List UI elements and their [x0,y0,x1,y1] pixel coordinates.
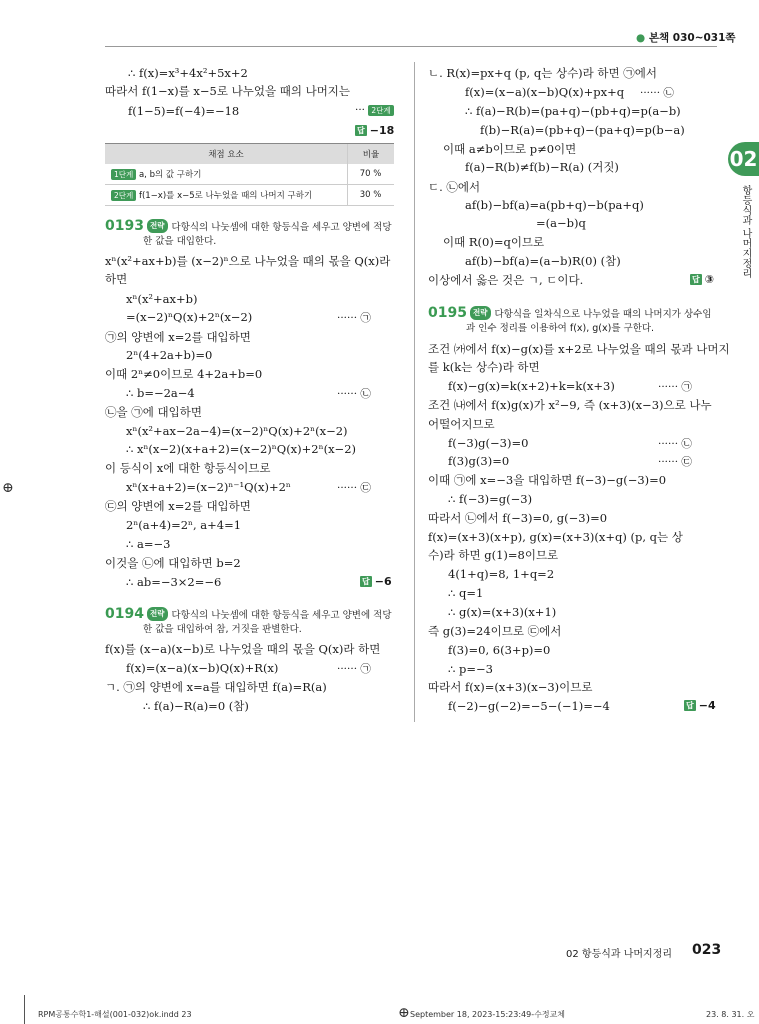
header-dot-icon: ● [636,32,646,44]
text-line: ∴ a=−3 [126,537,171,551]
text-line: f(x)−g(x)=k(x+2)+k=k(x+3) [448,379,615,393]
strategy-body: 다항식의 나눗셈에 대한 항등식을 세우고 양변에 적당한 값을 대입하여 참, 거짓을 판별한다. [143,610,392,635]
text-line: ∴ f(a)−R(b)=(pa+q)−(pb+q)=p(a−b) [465,104,681,118]
footer-file: RPM공통수학1-해설(001-032)ok.indd 23 [38,1010,192,1019]
header-section: 본책 [648,32,670,44]
text-line: ∴ b=−2a−4 [126,386,195,400]
eq-mark: ······ ㉠ [337,663,371,675]
text-line: ∴ xⁿ(x−2)(x+a+2)=(x−2)ⁿQ(x)+2ⁿ(x−2) [126,442,356,456]
text-line: 이것을 ㉡에 대입하면 b=2 [105,556,241,570]
answer-value: −4 [698,699,716,712]
step-badge: 2단계 [111,190,136,201]
text-line: ㉠의 양변에 x=2를 대입하면 [105,330,251,344]
text-line: ∴ f(−3)=g(−3) [448,492,533,506]
text-line: 조건 ㈎에서 f(x)−g(x)를 x+2로 나누었을 때의 몫과 나머지 [428,342,730,356]
question-number: 0195 [428,305,467,321]
text-line: ㉢의 양변에 x=2를 대입하면 [105,499,251,513]
eq-mark: ······ ㉡ [640,87,674,99]
answer-0195 [684,699,716,712]
text-line: 하면 [105,272,128,286]
answer-0194 [690,273,714,286]
footer-page: 023 [692,942,722,958]
strategy-text [143,219,393,249]
answer-value: −6 [374,575,392,588]
strategy-body: 다항식을 일차식으로 나누었을 때의 나머지가 상수임과 인수 정리를 이용하여 f(x), g(x)를 구한다. [466,309,712,334]
step2-mark: ··· 2단계 [355,104,394,116]
text-line: f(3)=0, 6(3+p)=0 [448,643,551,657]
score-cell [105,164,348,185]
text-line: 2ⁿ(a+4)=2ⁿ, a+4=1 [126,518,242,532]
text-line: f(a)−R(b)≠f(b)−R(a) (거짓) [465,160,619,174]
eq-mark: ······ ㉡ [658,438,692,450]
text-line: f(x)=(x−a)(x−b)Q(x)+px+q [465,85,625,99]
text-line: 이때 ㉠에 x=−3을 대입하면 f(−3)−g(−3)=0 [428,473,667,487]
score-text: f(1−x)를 x−5로 나누었을 때의 나머지 구하기 [138,191,313,201]
text-line: 4(1+q)=8, 1+q=2 [448,567,555,581]
text-line: f(3)g(3)=0 [448,454,510,468]
answer-value: ③ [704,273,715,286]
text-line: f(x)=(x+3)(x+p), g(x)=(x+3)(x+q) (p, q는 상 [428,530,683,544]
question-number: 0193 [105,218,144,234]
strategy-tag: 전략 [147,219,168,233]
text-line: f(b)−R(a)=(pb+q)−(pa+q)=p(b−a) [480,123,685,137]
header-rule [105,46,717,47]
text-line: ∴ f(x)=x³+4x²+5x+2 [128,66,248,80]
text-line: 어떨어지므로 [428,417,495,431]
text-line: =(x−2)ⁿQ(x)+2ⁿ(x−2) [126,310,253,324]
text-line: af(b)−bf(a)=(a−b)R(0) (참) [465,254,621,268]
eq-mark: ······ ㉡ [337,388,371,400]
text-line: f(x)를 (x−a)(x−b)로 나누었을 때의 몫을 Q(x)라 하면 [105,642,381,656]
answer-icon: 답 [362,577,370,586]
text-line: =(a−b)q [536,216,586,230]
text-line: 따라서 f(x)=(x+3)(x−3)이므로 [428,680,593,694]
text-line: ㄴ. R(x)=px+q (p, q는 상수)라 하면 ㉠에서 [428,66,658,80]
text-line: 이때 R(0)=q이므로 [443,235,545,249]
text-line: ∴ ab=−3×2=−6 [126,575,222,589]
scoring-table [105,143,394,206]
strategy-text [143,607,393,637]
text-line: 이때 2ⁿ≠0이므로 4+2a+b=0 [105,367,263,381]
text-line: 이때 a≠b이므로 p≠0이면 [443,142,577,156]
text-line: ㄷ. ㉡에서 [428,180,481,194]
text-line: 따라서 f(1−x)를 x−5로 나누었을 때의 나머지는 [105,84,351,98]
text-line: 이 등식이 x에 대한 항등식이므로 [105,461,271,475]
footer-chapter [566,945,672,960]
score-pct: 30 % [348,185,395,206]
text-line: xⁿ(x²+ax+b) [126,292,198,306]
answer-icon: 답 [686,701,694,710]
step-badge: 1단계 [111,169,136,180]
text-line: 따라서 ㉡에서 f(−3)=0, g(−3)=0 [428,511,608,525]
question-number: 0194 [105,606,144,622]
header-pages: 030~031쪽 [672,32,736,44]
text-line: f(−3)g(−3)=0 [448,436,529,450]
text-line: ∴ q=1 [448,586,484,600]
text-line: af(b)−bf(a)=a(pb+q)−b(pa+q) [465,198,644,212]
score-header-item: 채점 요소 [105,144,348,165]
eq-mark: ······ ㉢ [337,482,371,494]
text-line: ∴ g(x)=(x+3)(x+1) [448,605,557,619]
footer-chapter-text: 02 항등식과 나머지정리 [566,949,673,960]
eq-mark: ······ ㉢ [658,456,692,468]
answer-icon: 답 [692,275,700,284]
side-tab-number: 02 [728,142,759,176]
table-row [105,185,394,206]
eq-mark: ······ ㉠ [337,312,371,324]
text-line: 수)라 하면 g(1)=8이므로 [428,548,559,562]
answer-value: −18 [369,124,395,137]
answer-0192 [355,124,394,137]
footer-timestamp: September 18, 2023-15:23:49-수정교체 [410,1010,566,1019]
footer-date: 23. 8. 31. 오 [706,1010,755,1019]
side-tab-title: 항등식과 나머지정리 [740,185,751,279]
registration-mark-icon: ⊕ [398,1005,410,1021]
text-line: 이상에서 옳은 것은 ㄱ, ㄷ이다. [428,273,584,287]
score-header-ratio: 비율 [348,144,395,165]
answer-0193 [360,575,392,588]
text-line: 즉 g(3)=24이므로 ㉢에서 [428,624,562,638]
text-line: xⁿ(x+a+2)=(x−2)ⁿ⁻¹Q(x)+2ⁿ [126,480,291,494]
crop-mark [24,995,25,1024]
strategy-tag: 전략 [470,306,491,320]
text-line: ∴ p=−3 [448,662,493,676]
registration-mark-icon: ⊕ [2,480,14,496]
score-text: a, b의 값 구하기 [138,170,202,180]
text-line: 조건 ㈏에서 f(x)g(x)가 x²−9, 즉 (x+3)(x−3)으로 나누 [428,398,712,412]
text-line: 를 k(k는 상수)라 하면 [428,360,540,374]
text-line: ∴ f(a)−R(a)=0 (참) [143,699,249,713]
answer-icon: 답 [357,126,365,135]
eq-mark: ······ ㉠ [658,381,692,393]
step-badge: 2단계 [368,105,393,116]
text-line: 2ⁿ(4+2a+b)=0 [126,348,213,362]
strategy-text [466,306,718,336]
strategy-tag: 전략 [147,607,168,621]
text-line: f(1−5)=f(−4)=−18 [128,104,240,118]
table-row [105,164,394,185]
score-pct: 70 % [348,164,395,185]
page-header [636,30,736,45]
score-cell [105,185,348,206]
text-line: xⁿ(x²+ax−2a−4)=(x−2)ⁿQ(x)+2ⁿ(x−2) [126,424,348,438]
text-line: xⁿ(x²+ax+b)를 (x−2)ⁿ으로 나누었을 때의 몫을 Q(x)라 [105,254,391,268]
text-line: ㄱ. ㉠의 양변에 x=a를 대입하면 f(a)=R(a) [105,680,327,694]
strategy-body: 다항식의 나눗셈에 대한 항등식을 세우고 양변에 적당한 값을 대입한다. [143,222,392,247]
text-line: f(x)=(x−a)(x−b)Q(x)+R(x) [126,661,279,675]
text-line: f(−2)−g(−2)=−5−(−1)=−4 [448,699,610,713]
column-divider [414,62,415,722]
text-line: ㉡을 ㉠에 대입하면 [105,405,202,419]
